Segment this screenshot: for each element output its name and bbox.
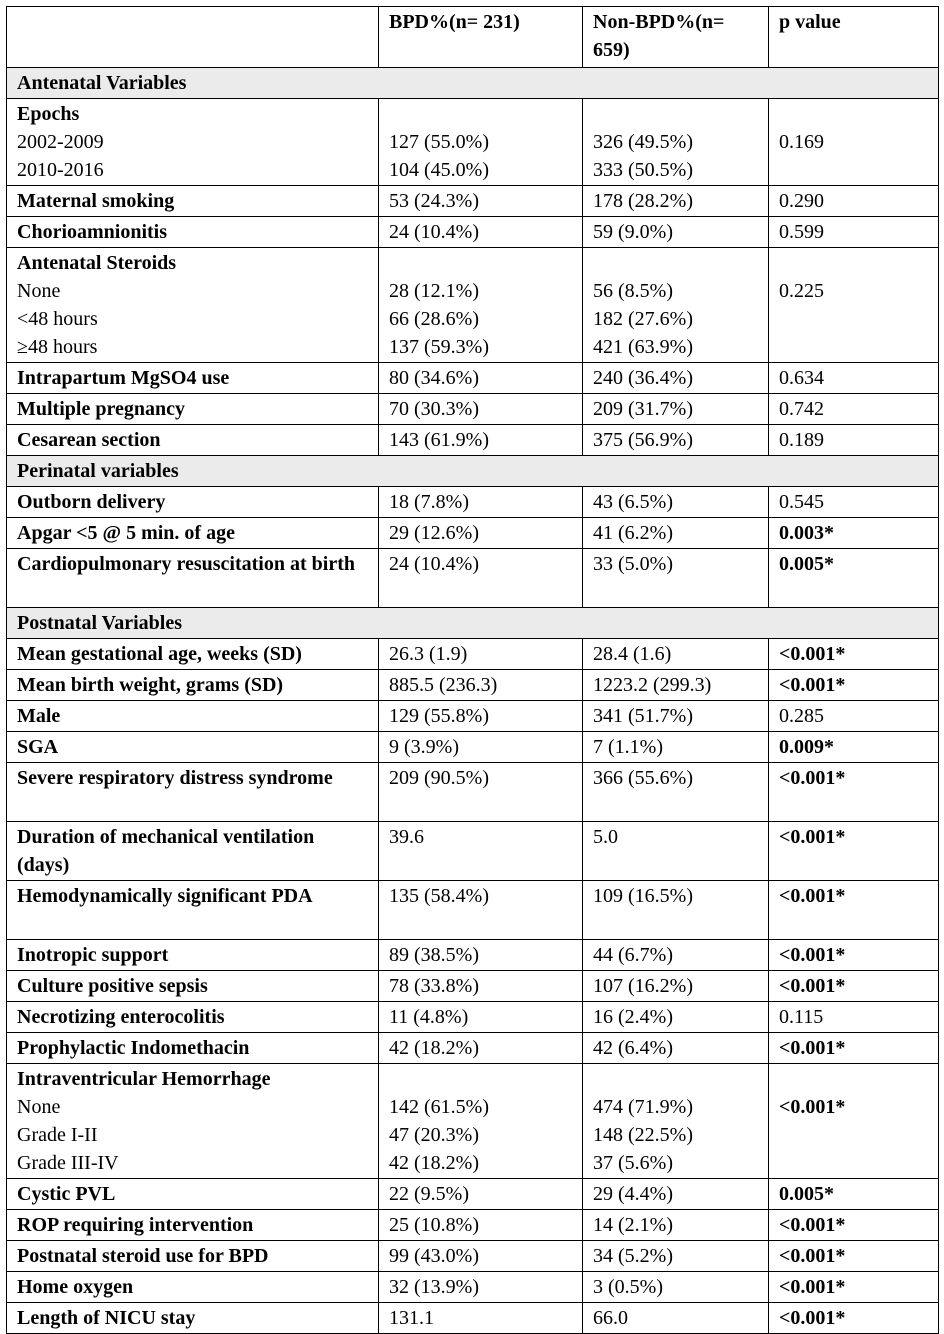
nonbpd-value: 56 (8.5%) xyxy=(593,280,673,302)
row-label-cell: Cesarean section xyxy=(7,425,379,456)
p-value-cell xyxy=(769,248,939,363)
bpd-value: 142 (61.5%) xyxy=(389,1096,489,1118)
table-row xyxy=(7,487,939,518)
header-p-value-col: p value xyxy=(769,7,939,68)
row-label-cell: Length of NICU stay xyxy=(7,1303,379,1334)
row-label-cell: SGA xyxy=(7,732,379,763)
table-row xyxy=(7,1241,939,1272)
nonbpd-value-cell: 209 (31.7%) xyxy=(583,394,769,425)
nonbpd-value-cell: 14 (2.1%) xyxy=(583,1210,769,1241)
row-label-cell: Postnatal steroid use for BPD xyxy=(7,1241,379,1272)
p-value-cell: 0.189 xyxy=(769,425,939,456)
nonbpd-value-cell xyxy=(583,248,769,363)
p-value-cell: 0.115 xyxy=(769,1002,939,1033)
bpd-value-cell: 143 (61.9%) xyxy=(379,425,583,456)
p-value-cell: 0.742 xyxy=(769,394,939,425)
row-label-cell: Chorioamnionitis xyxy=(7,217,379,248)
nonbpd-value-cell: 41 (6.2%) xyxy=(583,518,769,549)
p-value-cell: 0.005* xyxy=(769,1179,939,1210)
subgroup-label: None xyxy=(17,280,61,302)
p-value-cell xyxy=(769,1064,939,1179)
bpd-value-cell: 39.6 xyxy=(379,822,583,881)
header-row xyxy=(7,7,939,68)
bpd-value: 28 (12.1%) xyxy=(389,280,479,302)
table-row-group xyxy=(7,248,939,363)
row-label-cell xyxy=(7,99,379,186)
subgroup-label: 2010-2016 xyxy=(17,159,104,181)
header-label-col xyxy=(7,7,379,68)
p-value-cell: <0.001* xyxy=(769,1033,939,1064)
nonbpd-value: 421 (63.9%) xyxy=(593,336,693,358)
subgroup-label: None xyxy=(17,1096,61,1118)
nonbpd-value-cell: 29 (4.4%) xyxy=(583,1179,769,1210)
group-label: Antenatal Steroids xyxy=(17,252,177,274)
bpd-value-cell: 18 (7.8%) xyxy=(379,487,583,518)
section-header-row xyxy=(7,68,939,99)
bpd-comparison-table xyxy=(6,6,939,1334)
row-label-cell: Mean birth weight, grams (SD) xyxy=(7,670,379,701)
p-value-cell: 0.009* xyxy=(769,732,939,763)
nonbpd-value: 474 (71.9%) xyxy=(593,1096,693,1118)
nonbpd-value: 37 (5.6%) xyxy=(593,1152,673,1174)
p-value-cell: 0.290 xyxy=(769,186,939,217)
bpd-value-cell: 11 (4.8%) xyxy=(379,1002,583,1033)
bpd-value: 42 (18.2%) xyxy=(389,1152,479,1174)
row-label-cell: ROP requiring intervention xyxy=(7,1210,379,1241)
nonbpd-value-cell: 3 (0.5%) xyxy=(583,1272,769,1303)
bpd-value-cell: 42 (18.2%) xyxy=(379,1033,583,1064)
table-row xyxy=(7,1303,939,1334)
p-value-cell: <0.001* xyxy=(769,971,939,1002)
p-value: 0.225 xyxy=(779,280,824,302)
row-label-cell: Mean gestational age, weeks (SD) xyxy=(7,639,379,670)
table-row xyxy=(7,940,939,971)
table-row-group xyxy=(7,1064,939,1179)
subgroup-label: ≥48 hours xyxy=(17,336,98,358)
nonbpd-value-cell: 7 (1.1%) xyxy=(583,732,769,763)
row-label-cell: Prophylactic Indomethacin xyxy=(7,1033,379,1064)
header-bpd-col: BPD%(n= 231) xyxy=(379,7,583,68)
nonbpd-value: 148 (22.5%) xyxy=(593,1124,693,1146)
nonbpd-value-cell: 240 (36.4%) xyxy=(583,363,769,394)
row-label-cell: Cardiopulmonary resuscitation at birth xyxy=(7,549,379,608)
nonbpd-value-cell xyxy=(583,99,769,186)
row-label-cell: Hemodynamically significant PDA xyxy=(7,881,379,940)
p-value-cell xyxy=(769,99,939,186)
p-value: <0.001* xyxy=(779,1096,846,1118)
group-label: Intraventricular Hemorrhage xyxy=(17,1068,271,1090)
row-label-cell: Outborn delivery xyxy=(7,487,379,518)
bpd-value-cell: 78 (33.8%) xyxy=(379,971,583,1002)
nonbpd-value-cell: 33 (5.0%) xyxy=(583,549,769,608)
nonbpd-value-cell: 66.0 xyxy=(583,1303,769,1334)
nonbpd-value-cell xyxy=(583,1064,769,1179)
table-row xyxy=(7,1210,939,1241)
table-row xyxy=(7,701,939,732)
nonbpd-value-cell: 341 (51.7%) xyxy=(583,701,769,732)
p-value-cell: <0.001* xyxy=(769,670,939,701)
nonbpd-value-cell: 34 (5.2%) xyxy=(583,1241,769,1272)
p-value-cell: 0.545 xyxy=(769,487,939,518)
row-label-cell: Cystic PVL xyxy=(7,1179,379,1210)
table-row xyxy=(7,881,939,940)
p-value-cell: <0.001* xyxy=(769,1272,939,1303)
table-row xyxy=(7,217,939,248)
nonbpd-value-cell: 107 (16.2%) xyxy=(583,971,769,1002)
bpd-value: 104 (45.0%) xyxy=(389,159,489,181)
subgroup-label: Grade III-IV xyxy=(17,1152,119,1174)
subgroup-label: 2002-2009 xyxy=(17,131,104,153)
p-value-cell: <0.001* xyxy=(769,763,939,822)
row-label-cell: Inotropic support xyxy=(7,940,379,971)
table-row xyxy=(7,1272,939,1303)
p-value-cell: 0.005* xyxy=(769,549,939,608)
bpd-value-cell: 129 (55.8%) xyxy=(379,701,583,732)
bpd-value-cell xyxy=(379,1064,583,1179)
nonbpd-value: 333 (50.5%) xyxy=(593,159,693,181)
bpd-value-cell: 22 (9.5%) xyxy=(379,1179,583,1210)
p-value-cell: <0.001* xyxy=(769,1303,939,1334)
table-row xyxy=(7,639,939,670)
bpd-value-cell: 26.3 (1.9) xyxy=(379,639,583,670)
table-row xyxy=(7,1033,939,1064)
p-value-cell: <0.001* xyxy=(769,1241,939,1272)
table-row xyxy=(7,186,939,217)
row-label-cell: Apgar <5 @ 5 min. of age xyxy=(7,518,379,549)
nonbpd-value-cell: 16 (2.4%) xyxy=(583,1002,769,1033)
table-body xyxy=(7,68,939,1334)
table-row xyxy=(7,1002,939,1033)
bpd-value-cell: 99 (43.0%) xyxy=(379,1241,583,1272)
bpd-value-cell: 70 (30.3%) xyxy=(379,394,583,425)
bpd-value-cell: 24 (10.4%) xyxy=(379,217,583,248)
bpd-value-cell: 53 (24.3%) xyxy=(379,186,583,217)
nonbpd-value: 326 (49.5%) xyxy=(593,131,693,153)
section-label: Perinatal variables xyxy=(7,456,939,487)
nonbpd-value-cell: 109 (16.5%) xyxy=(583,881,769,940)
table-row xyxy=(7,425,939,456)
table-row xyxy=(7,518,939,549)
bpd-value-cell: 135 (58.4%) xyxy=(379,881,583,940)
bpd-value-cell: 89 (38.5%) xyxy=(379,940,583,971)
section-header-row xyxy=(7,608,939,639)
bpd-value: 127 (55.0%) xyxy=(389,131,489,153)
row-label-cell: Male xyxy=(7,701,379,732)
nonbpd-value-cell: 1223.2 (299.3) xyxy=(583,670,769,701)
bpd-value-cell xyxy=(379,248,583,363)
bpd-value: 47 (20.3%) xyxy=(389,1124,479,1146)
p-value-cell: <0.001* xyxy=(769,822,939,881)
row-label-cell: Necrotizing enterocolitis xyxy=(7,1002,379,1033)
p-value-cell: <0.001* xyxy=(769,639,939,670)
table-row xyxy=(7,822,939,881)
bpd-value-cell: 32 (13.9%) xyxy=(379,1272,583,1303)
p-value-cell: 0.285 xyxy=(769,701,939,732)
nonbpd-value-cell: 28.4 (1.6) xyxy=(583,639,769,670)
nonbpd-value-cell: 43 (6.5%) xyxy=(583,487,769,518)
p-value: 0.169 xyxy=(779,131,824,153)
row-label-cell: Duration of mechanical ventilation (days) xyxy=(7,822,379,881)
bpd-value-cell: 80 (34.6%) xyxy=(379,363,583,394)
nonbpd-value-cell: 59 (9.0%) xyxy=(583,217,769,248)
row-label-cell: Severe respiratory distress syndrome xyxy=(7,763,379,822)
section-label: Antenatal Variables xyxy=(7,68,939,99)
row-label-cell: Intrapartum MgSO4 use xyxy=(7,363,379,394)
p-value-cell: 0.599 xyxy=(769,217,939,248)
row-label-cell: Maternal smoking xyxy=(7,186,379,217)
bpd-value-cell: 885.5 (236.3) xyxy=(379,670,583,701)
p-value-cell: <0.001* xyxy=(769,940,939,971)
bpd-value-cell xyxy=(379,99,583,186)
section-header-row xyxy=(7,456,939,487)
header-nonbpd-col: Non-BPD%(n= 659) xyxy=(583,7,769,68)
table-row xyxy=(7,763,939,822)
subgroup-label: <48 hours xyxy=(17,308,98,330)
nonbpd-value-cell: 5.0 xyxy=(583,822,769,881)
bpd-value-cell: 209 (90.5%) xyxy=(379,763,583,822)
table-row xyxy=(7,394,939,425)
bpd-value-cell: 25 (10.8%) xyxy=(379,1210,583,1241)
table-row xyxy=(7,732,939,763)
p-value-cell: 0.003* xyxy=(769,518,939,549)
row-label-cell: Culture positive sepsis xyxy=(7,971,379,1002)
table-row xyxy=(7,363,939,394)
nonbpd-value-cell: 366 (55.6%) xyxy=(583,763,769,822)
nonbpd-value: 182 (27.6%) xyxy=(593,308,693,330)
table-row-group xyxy=(7,99,939,186)
table-row xyxy=(7,971,939,1002)
table-row xyxy=(7,1179,939,1210)
bpd-value: 137 (59.3%) xyxy=(389,336,489,358)
subgroup-label: Grade I-II xyxy=(17,1124,98,1146)
group-label: Epochs xyxy=(17,103,80,125)
bpd-value-cell: 29 (12.6%) xyxy=(379,518,583,549)
nonbpd-value-cell: 375 (56.9%) xyxy=(583,425,769,456)
nonbpd-value-cell: 44 (6.7%) xyxy=(583,940,769,971)
row-label-cell xyxy=(7,1064,379,1179)
table-row xyxy=(7,670,939,701)
p-value-cell: <0.001* xyxy=(769,881,939,940)
nonbpd-value-cell: 42 (6.4%) xyxy=(583,1033,769,1064)
bpd-value-cell: 131.1 xyxy=(379,1303,583,1334)
row-label-cell: Multiple pregnancy xyxy=(7,394,379,425)
p-value-cell: <0.001* xyxy=(769,1210,939,1241)
row-label-cell: Home oxygen xyxy=(7,1272,379,1303)
row-label-cell xyxy=(7,248,379,363)
table-row xyxy=(7,549,939,608)
bpd-value: 66 (28.6%) xyxy=(389,308,479,330)
section-label: Postnatal Variables xyxy=(7,608,939,639)
bpd-value-cell: 9 (3.9%) xyxy=(379,732,583,763)
bpd-value-cell: 24 (10.4%) xyxy=(379,549,583,608)
nonbpd-value-cell: 178 (28.2%) xyxy=(583,186,769,217)
p-value-cell: 0.634 xyxy=(769,363,939,394)
